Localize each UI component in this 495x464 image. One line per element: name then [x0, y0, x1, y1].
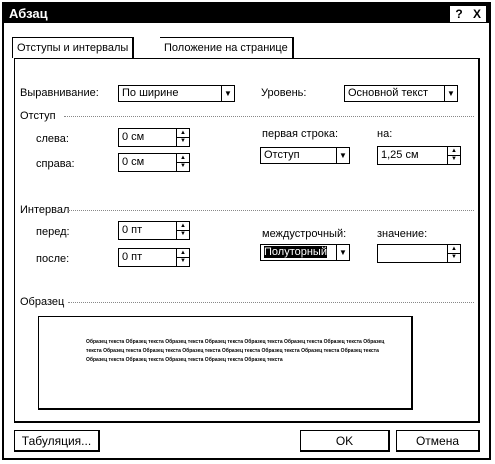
at-spinner[interactable] [377, 244, 461, 263]
indent-left-label: слева: [36, 133, 69, 145]
indent-right-value: 0 см [122, 156, 145, 168]
at-label: значение: [377, 228, 428, 240]
spacing-before-value: 0 пт [122, 224, 143, 236]
chevron-down-icon[interactable]: ▼ [221, 86, 234, 101]
chevron-down-icon[interactable]: ▼ [336, 245, 349, 260]
alignment-value: По ширине [122, 87, 179, 99]
spin-down-icon[interactable]: ▼ [451, 254, 457, 260]
spin-down-icon[interactable]: ▼ [180, 138, 186, 144]
by-value: 1,25 см [381, 149, 419, 161]
spin-up-icon[interactable]: ▲ [448, 245, 460, 254]
alignment-label: Выравнивание: [20, 87, 99, 99]
first-line-label: первая строка: [262, 128, 339, 140]
line-spacing-value: Полуторный [264, 246, 327, 258]
line-spacing-label: междустрочный: [262, 228, 347, 240]
line-spacing-select[interactable] [260, 244, 350, 261]
spin-up-icon[interactable]: ▲ [177, 222, 189, 231]
alignment-select[interactable] [118, 85, 235, 102]
spin-down-icon[interactable]: ▼ [180, 258, 186, 264]
first-line-value: Отступ [264, 149, 300, 161]
tab-line-page-breaks[interactable]: Положение на странице [160, 37, 294, 58]
spin-up-icon[interactable]: ▲ [177, 249, 189, 258]
indent-right-label: справа: [36, 158, 75, 170]
indent-left-spinner[interactable] [118, 128, 190, 147]
indent-divider [64, 116, 474, 117]
preview-box [38, 316, 413, 410]
indent-right-spinner[interactable] [118, 153, 190, 172]
indent-left-value: 0 см [122, 131, 145, 143]
spacing-after-label: после: [36, 253, 70, 265]
ok-button[interactable]: OK [300, 430, 390, 452]
spacing-after-value: 0 пт [122, 251, 143, 263]
help-button[interactable]: ? [450, 6, 468, 22]
chevron-down-icon[interactable]: ▼ [444, 86, 457, 101]
dialog-title: Абзац [9, 6, 48, 21]
spin-up-icon[interactable]: ▲ [448, 147, 460, 156]
close-button[interactable]: X [468, 6, 486, 22]
spin-down-icon[interactable]: ▼ [180, 231, 186, 237]
by-spinner[interactable] [377, 146, 461, 165]
level-select[interactable] [344, 85, 458, 102]
cancel-button[interactable]: Отмена [396, 430, 480, 452]
preview-text: Образец текста Образец текста Образец текста Образец текста Образец текста Образец текста Образец текста Образец текста Образец текста Образец текста Образец текста Образец текста Образец текста Образец текста Образец текста Образец текста Образец текста Образец текста Образец текста Образец текста [86, 339, 385, 363]
chevron-down-icon[interactable]: ▼ [336, 148, 349, 163]
spin-up-icon[interactable]: ▲ [177, 154, 189, 163]
by-label: на: [377, 128, 393, 140]
spacing-divider [68, 210, 474, 211]
spin-down-icon[interactable]: ▼ [180, 163, 186, 169]
spin-up-icon[interactable]: ▲ [177, 129, 189, 138]
spacing-before-label: перед: [36, 226, 70, 238]
spacing-group-label: Интервал [20, 204, 70, 216]
preview-label: Образец [20, 296, 65, 308]
tabs-button[interactable]: Табуляция... [14, 430, 100, 452]
spacing-before-spinner[interactable] [118, 221, 190, 240]
level-value: Основной текст [348, 87, 428, 99]
spin-down-icon[interactable]: ▼ [451, 156, 457, 162]
spacing-after-spinner[interactable] [118, 248, 190, 267]
indent-group-label: Отступ [20, 110, 56, 122]
level-label: Уровень: [261, 87, 307, 99]
paragraph-dialog [2, 2, 491, 460]
first-line-select[interactable] [260, 147, 350, 164]
title-bar[interactable] [4, 4, 489, 23]
tab-indents-spacing[interactable]: Отступы и интервалы [12, 37, 134, 58]
preview-divider [68, 302, 474, 303]
